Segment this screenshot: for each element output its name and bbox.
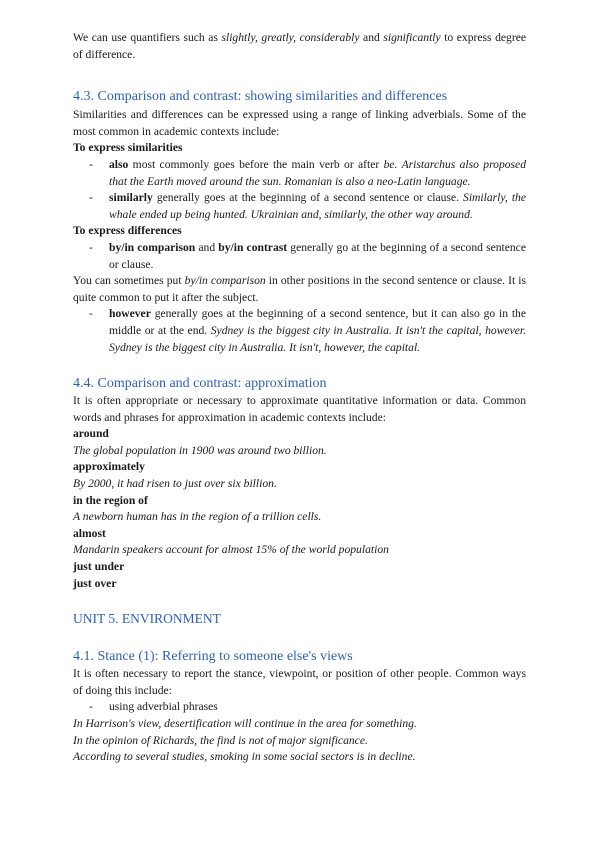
bullet-adverbial-phrases — [73, 699, 526, 716]
paragraph-term: by/in comparison — [184, 274, 266, 288]
paragraph-text: You can sometimes put — [73, 274, 185, 288]
section-4-4-intro: It is often appropriate or necessary to approximate quantitative information or data. Common words and phrases for approximation in academic contexts include: — [73, 394, 526, 424]
stance-example: According to several studies, smoking in some social sectors is in decline. — [73, 750, 416, 764]
similarities-label: To express similarities — [73, 141, 183, 155]
bullet-also — [73, 157, 526, 190]
section-4-3-heading: 4.3. Comparison and contrast: showing similarities and differences — [73, 89, 448, 105]
approx-term: almost — [73, 526, 106, 540]
intro-text: and — [359, 31, 384, 44]
bullet-text: generally goes at the beginning of a second sentence or clause. — [152, 191, 464, 205]
bullet-term: by/in contrast — [218, 240, 288, 254]
approx-example: Mandarin speakers account for almost 15% of the world population — [73, 543, 389, 557]
bullet-dash: - — [89, 157, 93, 171]
bullet-term: similarly — [109, 191, 153, 205]
section-4-1-heading: 4.1. Stance (1): Referring to someone else's views — [73, 649, 353, 665]
stance-example: In the opinion of Richards, the find is not of major significance. — [73, 733, 368, 747]
bullet-term: also — [109, 157, 129, 171]
bullet-dash: - — [89, 240, 93, 254]
paragraph-text: in other positions in the second sentence or clause. It is quite common to put it after the subject. — [73, 274, 526, 304]
bullet-text: most commonly goes before the main verb or after — [128, 157, 384, 171]
approx-term: just under — [73, 560, 125, 574]
bullet-term: by/in comparison — [109, 240, 196, 254]
comparison-position-paragraph — [73, 273, 526, 306]
bullet-text: generally go at the beginning of a second sentence or clause. — [109, 240, 526, 271]
intro-text: to express degree of difference. — [73, 31, 526, 61]
bullet-example: be. Aristarchus also proposed that the Earth moved around the sun. Romanian is also a neo-Latin language. — [109, 157, 526, 188]
approx-term: around — [73, 427, 109, 441]
approx-term: just over — [73, 576, 117, 590]
bullet-term: however — [109, 307, 151, 321]
bullet-text: using adverbial phrases — [109, 700, 218, 714]
bullet-dash: - — [89, 191, 93, 205]
unit-5-heading: UNIT 5. ENVIRONMENT — [73, 611, 221, 627]
bullet-dash: - — [89, 307, 93, 321]
differences-label: To express differences — [73, 224, 182, 238]
approx-example: A newborn human has in the region of a trillion cells. — [73, 510, 322, 524]
quantifier-term: significantly — [383, 31, 441, 44]
page-content — [73, 30, 526, 766]
bullet-dash: - — [89, 700, 93, 714]
bullet-similarly — [73, 190, 526, 223]
approx-example: By 2000, it had risen to just over six billion. — [73, 477, 277, 491]
section-4-4-heading: 4.4. Comparison and contrast: approximation — [73, 376, 327, 392]
approx-term: in the region of — [73, 493, 148, 507]
bullet-by-in-comparison — [73, 240, 526, 273]
stance-example: In Harrison's view, desertification will continue in the area for something. — [73, 717, 417, 730]
approx-term: approximately — [73, 460, 145, 474]
section-4-3-intro: Similarities and differences can be expressed using a range of linking adverbials. Some of the most common in academic contexts include: — [73, 108, 526, 138]
intro-text: We can use quantifiers such as — [73, 31, 222, 44]
bullet-text: generally goes at the beginning of a second sentence, but it can also go in the middle or at the end. — [109, 307, 526, 337]
section-4-1-intro: It is often necessary to report the stance, viewpoint, or position of other people. Common ways of doing this include: — [73, 667, 526, 697]
bullet-text: and — [195, 240, 219, 254]
bullet-however — [73, 306, 526, 356]
intro-paragraph — [73, 30, 526, 63]
bullet-example: Sydney is the biggest city in Australia. It isn't the capital, however. Sydney is the biggest city in Australia. It isn't, however, the capital. — [109, 323, 526, 354]
quantifier-list: slightly, greatly, considerably — [221, 31, 360, 44]
approx-example: The global population in 1900 was around two billion. — [73, 443, 327, 457]
bullet-example: Similarly, the whale ended up being hunted. Ukrainian and, similarly, the other way around. — [109, 191, 526, 221]
